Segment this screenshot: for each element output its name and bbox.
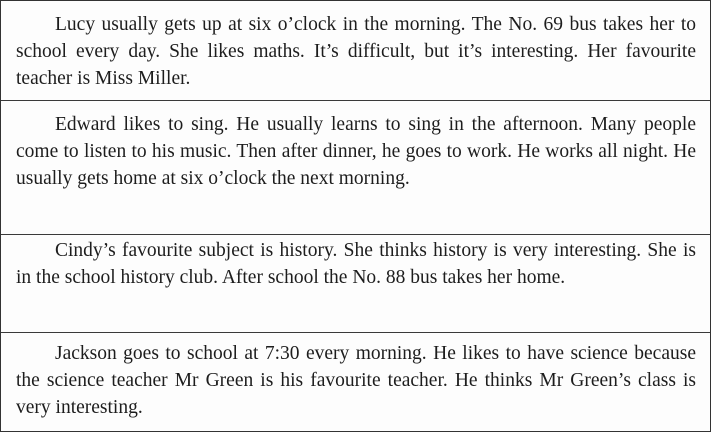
row-divider xyxy=(1,234,710,235)
row-divider xyxy=(1,332,710,333)
passage-jackson: Jackson goes to school at 7:30 every morning. He likes to have science because the science teacher Mr Green is his favourite teacher. He thinks Mr Green’s class is very interesting. xyxy=(16,343,696,418)
passage-lucy: Lucy usually gets up at six o’clock in the morning. The No. 69 bus takes her to school every day. She likes maths. It’s difficult, but it’s interesting. Her favourite teacher is Miss Miller. xyxy=(16,14,696,89)
passage-cindy: Cindy’s favourite subject is history. She thinks history is very interesting. She is in the school history club. After school the No. 88 bus takes her home. xyxy=(16,240,696,288)
passage-edward: Edward likes to sing. He usually learns to sing in the afternoon. Many people come to listen to his music. Then after dinner, he goes to work. He works all night. He usually gets home at six o’clock the next morning. xyxy=(16,114,696,189)
row-divider xyxy=(1,100,710,101)
